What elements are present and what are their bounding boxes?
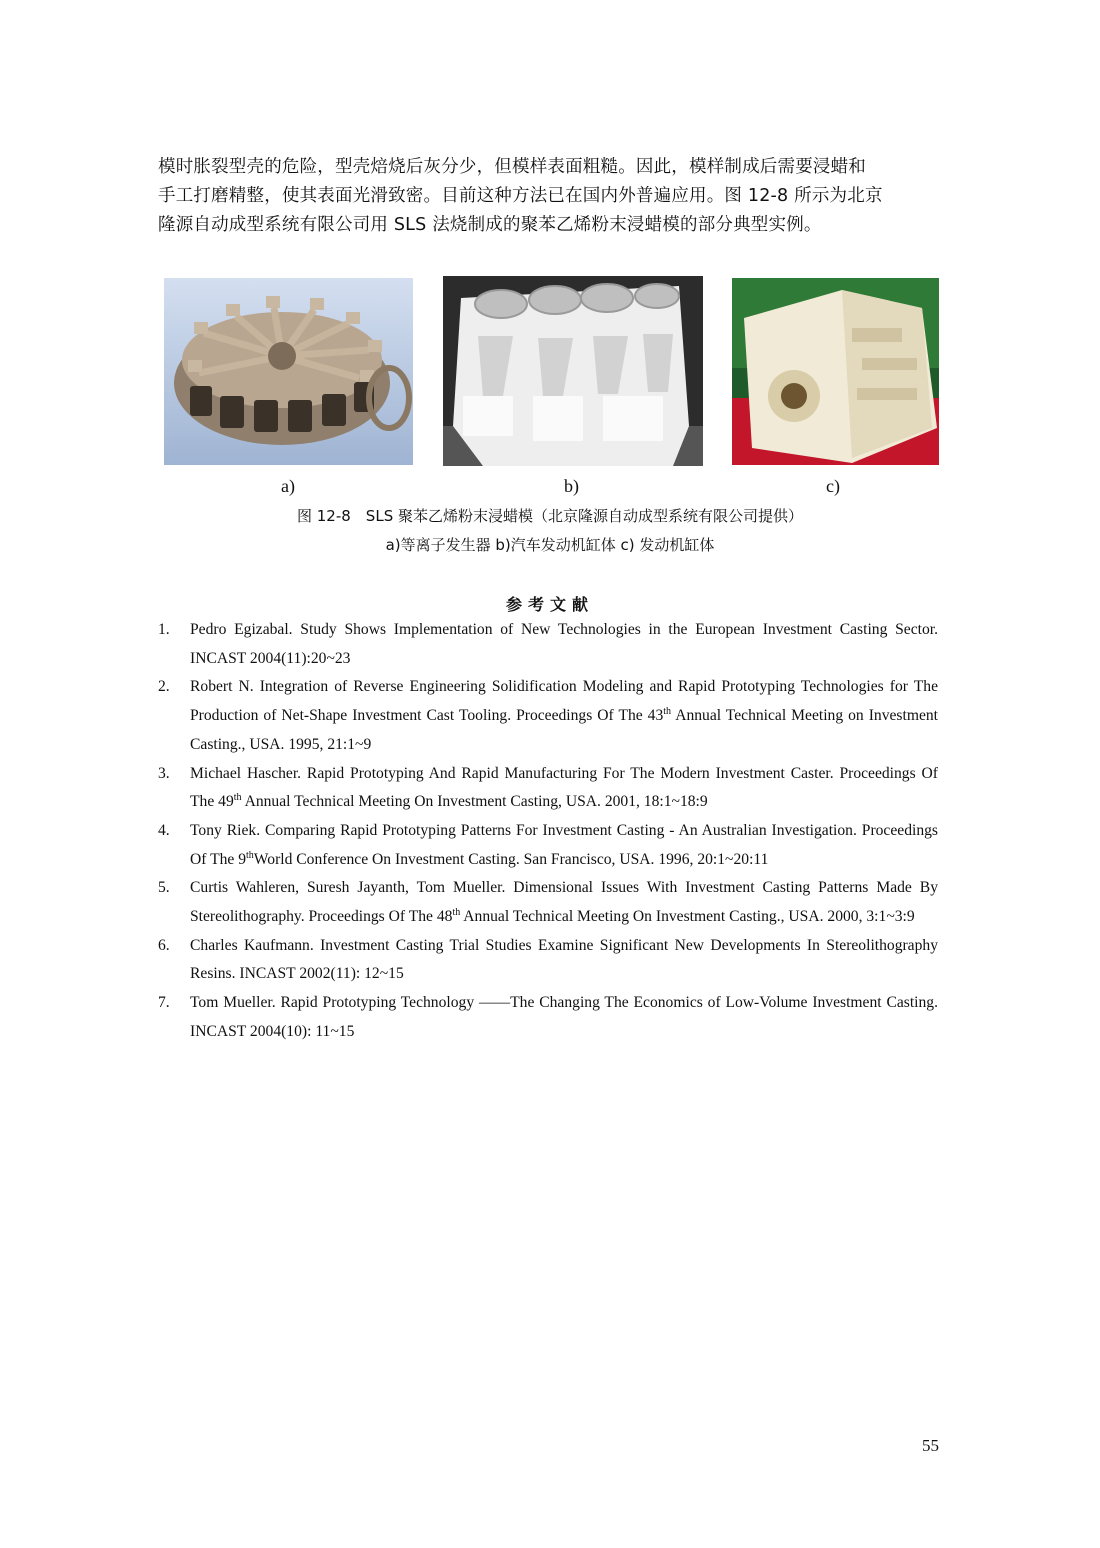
reference-item [158, 874, 938, 931]
figure-sublabel-b: b) [564, 476, 579, 496]
reference-text [190, 760, 938, 817]
intro-line: 模时胀裂型壳的危险，型壳焙烧后灰分少，但模样表面粗糙。因此，模样制成后需要浸蜡和 [158, 157, 866, 177]
reference-text-part: Pedro Egizabal. Study Shows Implementation of New Technologies in the European Investment Casting Sector. INCAST 2004(11):20~23 [190, 621, 938, 667]
reference-number: 1. [158, 621, 170, 638]
reference-superscript: th [246, 849, 254, 861]
reference-text [190, 673, 938, 759]
figure-sublabel-a: a) [281, 476, 295, 496]
reference-text-part: Charles Kaufmann. Investment Casting Trial Studies Examine Significant New Developments In Stereolithography Resins. INCAST 2002(11): 12~15 [190, 936, 938, 983]
reference-text-part: Annual Technical Meeting On Investment Casting., USA. 2000, 3:1~3:9 [460, 908, 915, 926]
reference-text-part: Michael Hascher. Rapid Prototyping And Rapid Manufacturing For The Modern Investment Caster. Proceedings Of The 49 [190, 764, 938, 811]
reference-text-part: Robert N. Integration of Reverse Engineering Solidification Modeling and Rapid Prototyping Technologies for The Production of Net-Shape Investment Cast Tooling. Proceedings Of The 43 [190, 678, 938, 725]
reference-superscript: th [663, 705, 672, 717]
reference-text-part: Annual Technical Meeting On Investment Casting, USA. 2001, 18:1~18:9 [241, 793, 708, 811]
reference-item [158, 673, 938, 759]
reference-text-part: Curtis Wahleren, Suresh Jayanth, Tom Mueller. Dimensional Issues With Investment Casting Patterns Made By Stereolithography. Proceedings Of The 48 [190, 879, 938, 926]
intro-paragraph [158, 153, 942, 240]
photo-engine-block [732, 278, 939, 465]
reference-text-part: Tom Mueller. Rapid Prototyping Technology ——The Changing The Economics of Low-Volume Investment Casting. INCAST 2004(10): 11~15 [190, 994, 938, 1040]
reference-superscript: th [233, 792, 242, 804]
figure-sublabel-c: c) [826, 476, 840, 496]
figure-caption: 图 12-8 SLS 聚苯乙烯粉末浸蜡模（北京隆源自动成型系统有限公司提供） [297, 507, 803, 525]
references-list [158, 616, 938, 1047]
reference-number: 6. [158, 936, 170, 954]
reference-text [190, 932, 938, 989]
reference-item [158, 932, 938, 989]
figure-subcaption: a)等离子发生器 b)汽车发动机缸体 c) 发动机缸体 [385, 536, 715, 554]
intro-line: 隆源自动成型系统有限公司用 SLS 法烧制成的聚苯乙烯粉末浸蜡模的部分典型实例。 [158, 215, 822, 235]
reference-text [190, 616, 938, 673]
reference-text [190, 874, 938, 931]
reference-number: 7. [158, 994, 170, 1012]
reference-number: 5. [158, 879, 170, 897]
page-number: 55 [922, 1436, 939, 1455]
reference-text [190, 989, 938, 1046]
photo-car-engine-block [443, 276, 703, 466]
reference-text [190, 817, 938, 874]
reference-superscript: th [452, 906, 461, 918]
reference-number: 2. [158, 678, 170, 696]
reference-text-part: Tony Riek. Comparing Rapid Prototyping Patterns For Investment Casting - An Australian Investigation. Proceedings Of The 9 [190, 821, 938, 868]
photo-plasma-generator [164, 278, 413, 465]
reference-text-part: World Conference On Investment Casting. San Francisco, USA. 1996, 20:1~20:11 [253, 850, 769, 868]
reference-item [158, 760, 938, 817]
reference-item [158, 616, 938, 673]
reference-number: 3. [158, 764, 170, 782]
reference-item [158, 989, 938, 1046]
reference-item [158, 817, 938, 874]
intro-line: 手工打磨精整，使其表面光滑致密。目前这种方法已在国内外普遍应用。图 12-8 所示为北京 [158, 186, 883, 206]
references-heading: 参考文献 [505, 595, 594, 614]
reference-number: 4. [158, 821, 170, 839]
reference-text-part: Annual Technical Meeting on Investment Casting., USA. 1995, 21:1~9 [190, 707, 938, 753]
